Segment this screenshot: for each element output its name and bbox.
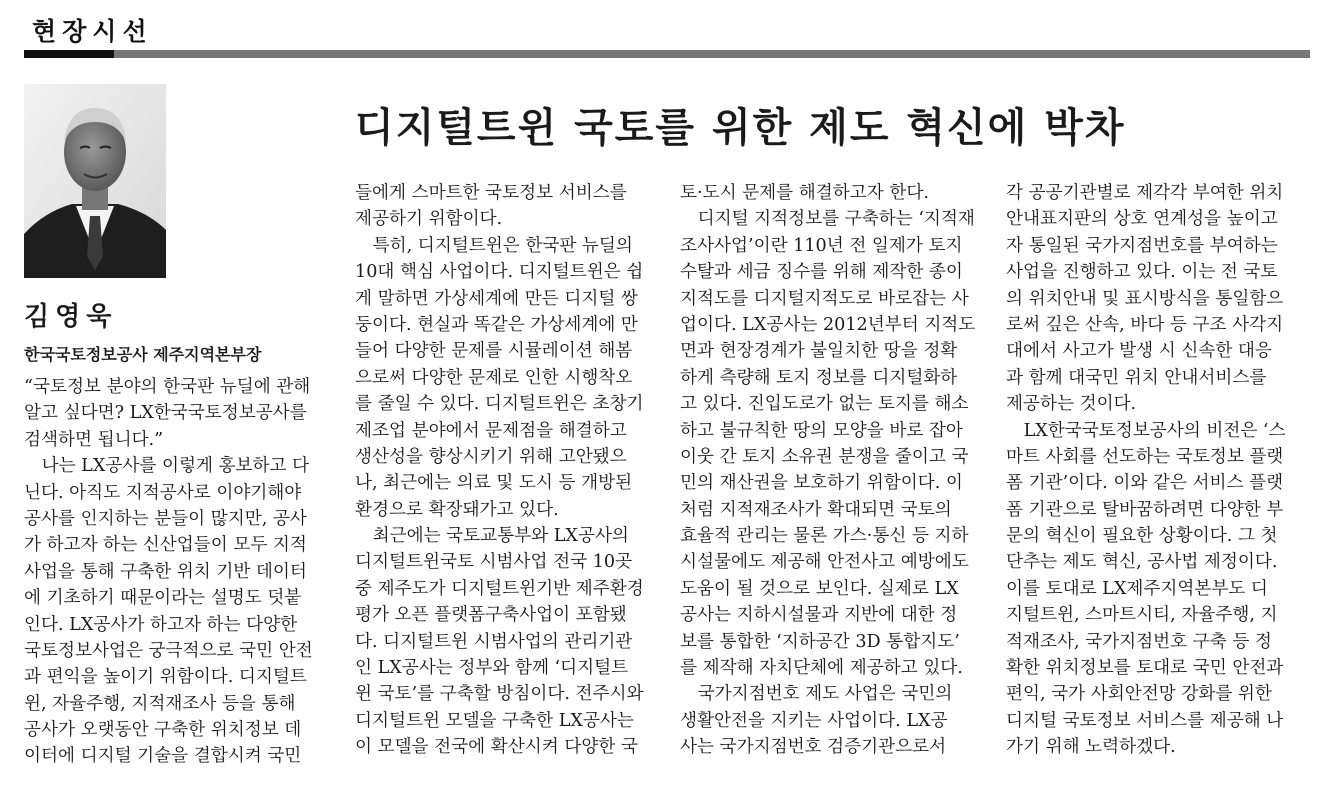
text-line: 가기 위해 노력하겠다. [1006, 737, 1176, 758]
text-line: 고 있다. 진입도로가 없는 토지를 해소 [680, 394, 969, 415]
text-line: 나, 최근에는 의료 및 도시 등 개방된 [355, 473, 633, 494]
text-line: 확한 위치정보를 토대로 국민 안전과 [1006, 658, 1284, 679]
text-line: 의 위치안내 및 표시방식을 통일함으 [1006, 288, 1284, 309]
text-line: 제공하기 위함이다. [355, 209, 503, 230]
text-line: 공사를 인지하는 분들이 많지만, 공사 [24, 508, 307, 529]
text-line: 제공하는 것이다. [1006, 394, 1137, 415]
text-line: 이터에 디지털 기술을 결합시켜 국민 [24, 746, 302, 767]
text-line: 국가지점번호 제도 사업은 국민의 [680, 684, 953, 705]
text-line: 생활안전을 지키는 사업이다. LX공 [680, 710, 948, 731]
text-line: 평가 오픈 플랫폼구축사업이 포함됐 [355, 605, 627, 626]
article-column-1 [24, 374, 324, 770]
text-line: 문의 혁신이 필요한 상황이다. 그 첫 [1006, 526, 1278, 547]
text-line: 폼 기관으로 탈바꿈하려면 다양한 부 [1006, 499, 1284, 520]
text-line: 단추는 제도 혁신, 공사법 제정이다. [1006, 552, 1278, 573]
text-line: 사업을 진행하고 있다. 이는 전 국토 [1006, 262, 1278, 283]
text-line: 지털트윈, 스마트시티, 자율주행, 지 [1006, 605, 1278, 626]
text-line: 사업을 통해 구축한 위치 기반 데이터 [24, 561, 307, 582]
text-line: 들어 다양한 문제를 시뮬레이션 해봄 [355, 341, 633, 362]
text-line: 를 줄일 수 있다. 디지털트윈은 초창기 [355, 394, 644, 415]
text-line: 10대 핵심 사업이다. 디지털트윈은 쉽 [355, 262, 644, 283]
text-line: 디지털 지적정보를 구축하는 ‘지적재 [680, 209, 975, 230]
text-line: 생산성을 향상시키기 위해 고안됐으 [355, 446, 627, 467]
author-affiliation: 한국국토정보공사 제주지역본부장 [24, 345, 262, 364]
text-line: 각 공공기관별로 제각각 부여한 위치 [1006, 183, 1284, 203]
text-line: 면과 현장경계가 불일치한 땅을 정확 [680, 341, 958, 362]
text-line: 국토정보사업은 궁극적으로 국민 안전 [24, 640, 313, 661]
text-line: 조사사업’이란 110년 전 일제가 토지 [680, 235, 963, 256]
article-column-2 [355, 180, 653, 761]
text-line: 으로써 다양한 문제로 인한 시행착오 [355, 367, 633, 388]
headline: 디지털트윈 국토를 위한 제도 혁신에 박차 [355, 105, 1126, 151]
text-line: 에 기초하기 때문이라는 설명도 덧붙 [24, 588, 302, 609]
text-line: “국토정보 분야의 한국판 뉴딜에 관해 [24, 377, 311, 397]
text-line: 적재조사, 국가지점번호 구축 등 정 [1006, 631, 1272, 652]
text-line: 토·도시 문제를 해결하고자 한다. [680, 183, 929, 203]
text-line: 이를 토대로 LX제주지역본부도 디 [1006, 578, 1268, 599]
text-line: 나는 LX공사를 이렇게 홍보하고 다 [24, 456, 310, 477]
article-column-3 [680, 180, 978, 761]
text-line: 과 편익을 높이기 위함이다. 디지털트 [24, 667, 307, 688]
text-line: 마트 사회를 선도하는 국토정보 플랫 [1006, 446, 1284, 467]
text-line: 도움이 될 것으로 보인다. 실제로 LX [680, 578, 959, 599]
text-line: 보를 통합한 ‘지하공간 3D 통합지도’ [680, 631, 960, 652]
text-line: 디지털트윈 모델을 구축한 LX공사는 [355, 710, 634, 731]
text-line: 닌다. 아직도 지적공사로 이야기해야 [24, 482, 302, 503]
text-line: 공사는 지하시설물과 지반에 대한 정 [680, 605, 958, 626]
text-line: 환경으로 확장돼가고 있다. [355, 499, 559, 520]
author-name: 김영욱 [24, 302, 118, 332]
text-line: 알고 싶다면? LX한국국토정보공사를 [24, 403, 307, 424]
text-line: 대에서 사고가 발생 시 신속한 대응 [1006, 341, 1272, 362]
text-line: 중 제주도가 디지털트윈기반 제주환경 [355, 578, 644, 599]
text-line: 시설물에도 제공해 안전사고 예방에도 [680, 552, 969, 573]
text-line: 하게 측량해 토지 정보를 디지털화하 [680, 367, 958, 388]
text-line: 다. 디지털트윈 시범사업의 관리기관 [355, 631, 633, 652]
text-line: 이웃 간 토지 소유권 분쟁을 줄이고 국 [680, 446, 969, 467]
text-line: 지적도를 디지털지적도로 바로잡는 사 [680, 288, 969, 309]
text-line: 디지털 국토정보 서비스를 제공해 나 [1006, 710, 1284, 731]
text-line: 안내표지판의 상호 연계성을 높이고 [1006, 209, 1278, 230]
text-line: 윈 국토’를 구축할 방침이다. 전주시와 [355, 684, 644, 705]
text-line: 과 함께 대국민 위치 안내서비스를 [1006, 367, 1267, 388]
text-line: 자 통일된 국가지점번호를 부여하는 [1006, 235, 1278, 256]
text-line: 디지털트윈국토 시범사업 전국 10곳 [355, 552, 633, 573]
text-line: 업이다. LX공사는 2012년부터 지적도 [680, 314, 976, 335]
text-line: LX한국국토정보공사의 비전은 ‘스 [1006, 420, 1286, 441]
text-line: 민의 재산권을 보호하기 위함이다. 이 [680, 473, 963, 494]
text-line: 이 모델을 전국에 확산시켜 다양한 국 [355, 737, 638, 758]
text-line: 로써 깊은 산속, 바다 등 구조 사각지 [1006, 314, 1284, 335]
text-line: 사는 국가지점번호 검증기관으로서 [680, 737, 947, 758]
text-line: 최근에는 국토교통부와 LX공사의 [355, 526, 629, 547]
text-line: 편익, 국가 사회안전망 강화를 위한 [1006, 684, 1272, 705]
text-line: 게 말하면 가상세계에 만든 디지털 쌍 [355, 288, 638, 309]
text-line: 공사가 오랫동안 구축한 위치정보 데 [24, 720, 302, 741]
section-label: 현장시선 [32, 17, 153, 46]
section-rule-thick [24, 50, 114, 58]
text-line: 하고 불규칙한 땅의 모양을 바로 잡아 [680, 420, 963, 441]
text-line: 윈, 자율주행, 지적재조사 등을 통해 [24, 693, 296, 714]
text-line: 제조업 분야에서 문제점을 해결하고 [355, 420, 627, 441]
article-column-4 [1006, 180, 1310, 761]
text-line: 검색하면 됩니다.” [24, 429, 164, 450]
text-line: 처럼 지적재조사가 확대되면 국토의 [680, 499, 952, 520]
text-line: 들에게 스마트한 국토정보 서비스를 [355, 183, 627, 203]
text-line: 가 하고자 하는 신산업들이 모두 지적 [24, 535, 307, 556]
text-line: 둥이다. 현실과 똑같은 가상세계에 만 [355, 314, 638, 335]
text-line: 인 LX공사는 정부와 함께 ‘디지털트 [355, 658, 629, 679]
text-line: 폼 기관’이다. 이와 같은 서비스 플랫 [1006, 473, 1284, 494]
section-rule-thin [114, 50, 1310, 58]
text-line: 특히, 디지털트윈은 한국판 뉴딜의 [355, 235, 633, 256]
author-photo [24, 84, 166, 278]
text-line: 효율적 관리는 물론 가스·통신 등 지하 [680, 526, 969, 547]
text-line: 를 제작해 자치단체에 제공하고 있다. [680, 658, 963, 679]
text-line: 인다. LX공사가 하고자 하는 다양한 [24, 614, 298, 635]
text-line: 수탈과 세금 징수를 위해 제작한 종이 [680, 262, 963, 283]
